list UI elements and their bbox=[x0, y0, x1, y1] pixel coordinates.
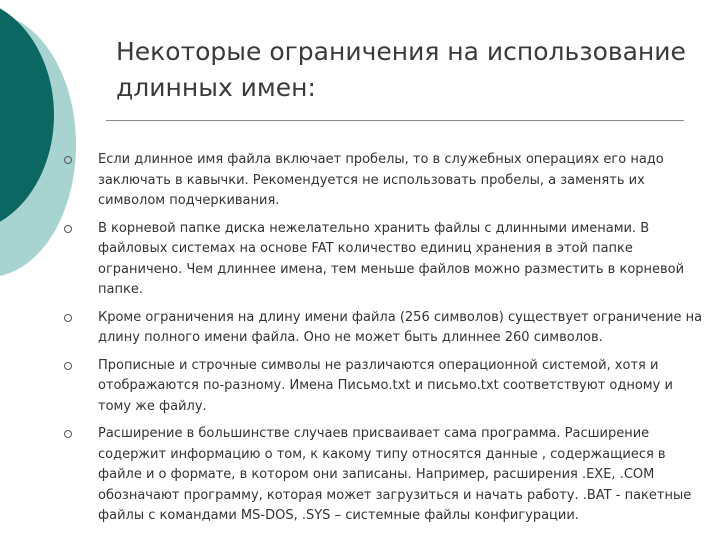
bullet-marker-icon bbox=[64, 156, 72, 164]
bullet-marker-icon bbox=[64, 362, 72, 370]
bullet-marker-icon bbox=[64, 225, 72, 233]
bullet-text: Прописные и строчные символы не различаются операционной системой, хотя и отображаются по-разному. Имена Письмо.txt и письмо.txt соответствуют одному и тому же файлу. bbox=[98, 357, 673, 414]
bullet-item bbox=[64, 308, 704, 349]
bullet-item bbox=[64, 219, 704, 301]
bullet-marker-icon bbox=[64, 430, 72, 438]
bullet-text: Кроме ограничения на длину имени файла (256 символов) существует ограничение на длину полного имени файла. Оно не может быть длиннее 260 символов. bbox=[98, 309, 703, 345]
bullet-marker-icon bbox=[64, 314, 72, 322]
bullet-list bbox=[64, 150, 704, 534]
title-divider bbox=[106, 120, 684, 121]
bullet-item bbox=[64, 356, 704, 418]
bullet-text: Расширение в большинстве случаев присваивает сама программа. Расширение содержит информацию о том, к какому типу относятся данные , содержащиеся в файле и о формате, в котором они записаны. Например, расширения .EXE, .COM обозначают программу, которая может загрузиться и начать работу. .BAT - пакетные файлы с командами MS-DOS, .SYS – системные файлы конфигурации. bbox=[98, 426, 692, 523]
bullet-item bbox=[64, 150, 704, 212]
bullet-item bbox=[64, 424, 704, 527]
bullet-text: Если длинное имя файла включает пробелы, то в служебных операциях его надо заключать в кавычки. Рекомендуется не использовать пробелы, а заменять их символом подчеркивания. bbox=[98, 152, 664, 208]
slide-title: Некоторые ограничения на использование длинных имен: bbox=[116, 37, 686, 102]
bullet-text: В корневой папке диска нежелательно хранить файлы с длинными именами. В файловых системах на основе FAT количество единиц хранения в этой папке ограничено. Чем длиннее имена, тем меньше файлов можно разместить в корневой папке. bbox=[98, 220, 685, 297]
